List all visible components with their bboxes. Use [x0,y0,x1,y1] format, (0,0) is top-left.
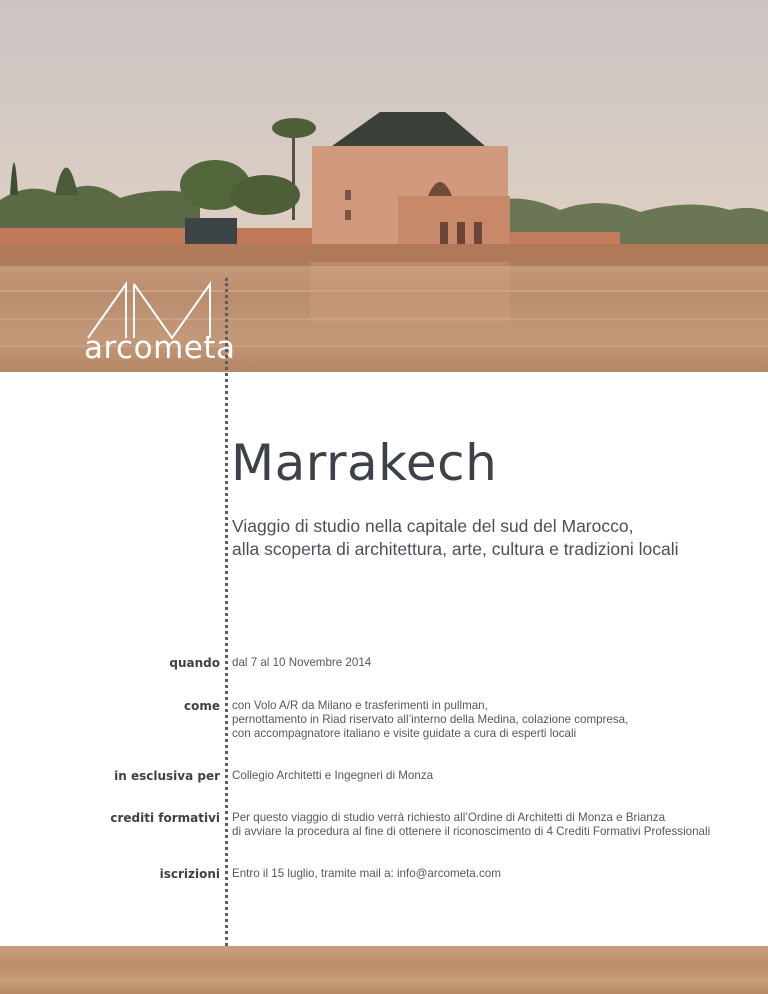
subtitle-line: Viaggio di studio nella capitale del sud del Marocco, [232,516,634,536]
info-label: quando [169,656,220,670]
info-value [232,769,752,783]
info-value [232,699,752,741]
info-line: pernottamento in Riad riservato all’interno della Medina, colazione compresa, [232,713,629,726]
info-line: Collegio Architetti e Ingegneri di Monza [232,769,434,782]
info-label: in esclusiva per [114,769,220,783]
page-title: Marrakech [231,434,498,492]
info-line: Per questo viaggio di studio verrà richiesto all’Ordine di Architetti di Monza e Brianza [232,811,666,824]
subtitle [232,515,752,561]
info-line: di avviare la procedura al fine di ottenere il riconoscimento di 4 Crediti Formativi Professionali [232,825,711,838]
subtitle-line: alla scoperta di architettura, arte, cultura e tradizioni locali [232,539,679,559]
info-line: dal 7 al 10 Novembre 2014 [232,656,372,669]
info-label: crediti formativi [110,811,220,825]
info-label: iscrizioni [159,867,220,881]
info-line: Entro il 15 luglio, tramite mail a: info@arcometa.com [232,867,501,880]
info-line: con Volo A/R da Milano e trasferimenti in pullman, [232,699,488,712]
info-value [232,656,752,670]
info-value [232,867,752,881]
info-value [232,811,752,839]
dotted-divider [225,278,228,994]
info-label: come [184,699,220,713]
bottom-water-strip [0,946,768,994]
info-line: con accompagnatore italiano e visite guidate a cura di esperti locali [232,727,577,740]
brand-name: arcometa [84,330,236,366]
